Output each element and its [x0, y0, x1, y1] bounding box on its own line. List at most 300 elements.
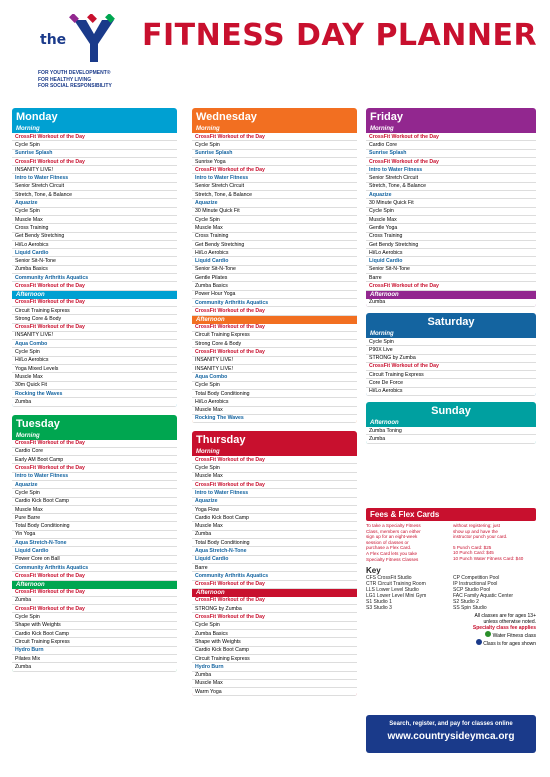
class-row [12, 547, 177, 555]
key-item: CTR Circuit Training Room [366, 581, 426, 588]
sunday-afternoon-label: Afternoon [370, 420, 399, 427]
class-row [192, 249, 357, 257]
key-item: CP Competition Pool [453, 575, 500, 582]
class-row [366, 388, 536, 396]
class-name: Liquid Cardio [15, 249, 49, 256]
class-name: Barre [369, 274, 382, 281]
class-row [12, 348, 177, 356]
wednesday-afternoon-header [192, 316, 357, 324]
class-name: Cycle Spin [195, 465, 220, 472]
header [0, 0, 550, 105]
class-name: Senior Stretch Circuit [195, 183, 245, 190]
class-name: Aquazize [15, 200, 38, 207]
class-name: Aqua Combo [15, 340, 48, 347]
class-name: CrossFit Workout of the Day [195, 597, 265, 604]
class-name: Zumba [369, 435, 386, 442]
tuesday-afternoon-header [12, 581, 177, 589]
class-name: Liquid Cardio [195, 556, 229, 563]
friday-box [366, 108, 536, 307]
wednesday-morning-header [192, 125, 357, 133]
class-name: Senior Sit-N-Tone [15, 258, 56, 265]
tuesday-afternoon-label: Afternoon [16, 581, 45, 588]
class-name: INSANITY LIVE! [195, 357, 233, 364]
class-row [12, 174, 177, 182]
class-row [12, 390, 177, 398]
saturday-rows [366, 338, 536, 396]
class-row [12, 589, 177, 597]
thursday-morning-header [192, 448, 357, 456]
fees-line: To take a Specialty Fitness [366, 523, 421, 528]
class-name: Hi/Lo Aerobics [195, 249, 229, 256]
class-name: Intro to Water Fitness [15, 175, 69, 182]
class-row [366, 379, 536, 387]
thursday-afternoon-header [192, 589, 357, 597]
class-row [366, 141, 536, 149]
class-name: Pilates Mix [15, 655, 41, 662]
class-name: Community Arthritis Aquatics [15, 274, 89, 281]
class-row [192, 481, 357, 489]
class-name: Community Arthritis Aquatics [195, 299, 269, 306]
saturday-morning-label: Morning [370, 330, 394, 337]
friday-title: Friday [370, 111, 404, 123]
class-name: Sunrise Yoga [195, 158, 226, 165]
water-icon [485, 631, 491, 637]
class-name: CrossFit Workout of the Day [369, 133, 439, 140]
class-row [192, 622, 357, 630]
class-row [192, 141, 357, 149]
class-name: Warm Yoga [195, 688, 222, 695]
key-item: S3 Studio 3 [366, 605, 392, 612]
class-row [12, 315, 177, 323]
class-row [192, 663, 357, 671]
class-row [366, 208, 536, 216]
class-row [192, 233, 357, 241]
class-row [192, 572, 357, 580]
class-row [192, 324, 357, 332]
class-name: Aquazize [369, 191, 392, 198]
class-name: Circuit Training Express [15, 307, 70, 314]
class-row [366, 274, 536, 282]
class-row [366, 150, 536, 158]
class-row [366, 355, 536, 363]
class-name: Total Body Conditioning [195, 539, 250, 546]
class-row [12, 249, 177, 257]
key-item: SS Spin Studio [453, 605, 487, 612]
key-grid [366, 575, 536, 611]
class-row [192, 340, 357, 348]
class-name: Muscle Max [195, 224, 223, 231]
class-row [366, 224, 536, 232]
class-name: Cycle Spin [369, 338, 394, 345]
class-row [12, 398, 177, 406]
class-row [192, 307, 357, 315]
key-item: LLS Lower Level Studio [366, 587, 419, 594]
class-name: Cycle Spin [195, 141, 220, 148]
class-row [12, 481, 177, 489]
class-name: Zumba [195, 531, 212, 538]
class-row [12, 448, 177, 456]
class-name: Cross Training [195, 233, 229, 240]
fees-line: session of classes or [366, 539, 409, 545]
class-row [12, 365, 177, 373]
thursday-afternoon-rows [192, 597, 357, 697]
class-row [12, 324, 177, 332]
class-name: Circuit Training Express [195, 332, 250, 339]
class-name: Rocking The Waves [195, 415, 244, 422]
thursday-morning-label: Morning [196, 449, 220, 456]
friday-morning-header [366, 125, 536, 133]
class-row [192, 216, 357, 224]
class-row [192, 539, 357, 547]
class-name: CrossFit Workout of the Day [369, 363, 439, 370]
class-name: Stretch, Tone, & Balance [15, 191, 73, 198]
class-name: Hi/Lo Aerobics [369, 388, 403, 395]
class-name: Sunrise Splash [15, 150, 53, 157]
class-name: Muscle Max [15, 506, 43, 513]
class-row [12, 133, 177, 141]
class-row [12, 332, 177, 340]
class-row [366, 427, 536, 435]
wednesday-afternoon-label: Afternoon [196, 316, 225, 323]
class-row [192, 150, 357, 158]
class-name: Senior Sit-N-Tone [369, 266, 410, 273]
class-name: Gentle Pilates [195, 274, 228, 281]
class-name: Cycle Spin [195, 382, 220, 389]
fees-line: without registering; just [453, 523, 500, 528]
class-name: Power Core on Ball [15, 556, 60, 563]
class-name: Aqua Combo [195, 373, 228, 380]
class-row [12, 141, 177, 149]
class-name: CrossFit Workout of the Day [15, 589, 85, 596]
class-name: Zumba [195, 672, 212, 679]
class-name: Yoga Mixed Levels [15, 365, 59, 372]
class-row [192, 348, 357, 356]
class-name: Get Bendy Stretching [15, 233, 65, 240]
class-name: Senior Sit-N-Tone [195, 266, 236, 273]
class-name: INSANITY LIVE! [15, 332, 53, 339]
class-name: Community Arthritis Aquatics [15, 564, 89, 571]
thursday-title: Thursday [196, 434, 246, 447]
class-name: Muscle Max [195, 407, 223, 414]
class-name: Muscle Max [369, 216, 397, 223]
page-title: FITNESS DAY PLANNER [142, 18, 538, 53]
key-title: Key [366, 566, 381, 576]
class-row [12, 266, 177, 274]
class-name: Sunrise Splash [369, 150, 407, 157]
class-name: Liquid Cardio [15, 548, 49, 554]
class-name: Circuit Training Express [15, 638, 70, 645]
key-note: All classes are for ages 13+ [474, 613, 536, 620]
tagline [38, 70, 112, 90]
class-name: Get Bendy Stretching [195, 241, 245, 248]
class-row [12, 506, 177, 514]
class-row [366, 233, 536, 241]
class-name: Aquazize [195, 200, 218, 207]
class-row [12, 299, 177, 307]
class-name: Total Body Conditioning [195, 390, 250, 397]
class-name: CrossFit Workout of the Day [15, 440, 85, 447]
class-name: Strong Core & Body [15, 315, 62, 322]
class-name: CrossFit Workout of the Day [15, 605, 85, 612]
tuesday-afternoon-rows [12, 589, 177, 672]
class-row [12, 233, 177, 241]
class-name: Rocking the Waves [15, 390, 63, 397]
class-row [12, 613, 177, 621]
class-name: Cardio Core [369, 141, 397, 148]
class-row [12, 382, 177, 390]
class-row [192, 398, 357, 406]
class-row [192, 241, 357, 249]
key-item: S2 Studio 2 [453, 599, 479, 606]
class-row [12, 199, 177, 207]
class-row [192, 564, 357, 572]
class-row [192, 224, 357, 232]
class-row [192, 332, 357, 340]
class-row [192, 158, 357, 166]
saturday-title: Saturday [427, 315, 475, 328]
class-row [366, 199, 536, 207]
class-row [192, 183, 357, 191]
class-row [366, 133, 536, 141]
class-row [366, 249, 536, 257]
fees-line: purchase a Flex Card. [366, 545, 412, 551]
svg-text:the: the [40, 32, 67, 48]
wednesday-morning-label: Morning [196, 126, 220, 132]
class-name: Senior Stretch Circuit [15, 183, 65, 190]
class-row [12, 464, 177, 472]
monday-afternoon-label: Afternoon [16, 291, 45, 298]
class-name: Sunrise Splash [195, 150, 233, 157]
class-name: Cross Training [15, 224, 49, 231]
class-name: Shape with Weights [15, 622, 61, 629]
class-row [366, 257, 536, 265]
tuesday-box [12, 415, 177, 672]
water-label: Water Fitness class [492, 633, 536, 640]
class-name: Hi/Lo Aerobics [15, 357, 49, 364]
footer-url[interactable]: www.countrysideymca.org [387, 731, 515, 742]
class-name: Circuit Training Express [369, 371, 424, 378]
tagline-3: FOR SOCIAL RESPONSIBILITY [38, 83, 112, 89]
class-row [12, 241, 177, 249]
class-name: STRONG by Zumba [369, 355, 416, 362]
class-row [12, 357, 177, 365]
wednesday-morning-rows [192, 133, 357, 316]
class-name: CrossFit Workout of the Day [369, 282, 439, 289]
class-row [366, 338, 536, 346]
class-row [12, 655, 177, 663]
class-row [192, 498, 357, 506]
monday-afternoon-header [12, 291, 177, 299]
class-row [12, 539, 177, 547]
fees-line: show up and have the [453, 528, 498, 534]
key-item: LG1 Lower Level Mini Gym [366, 593, 427, 600]
thursday-afternoon-label: Afternoon [196, 589, 225, 596]
class-row [366, 174, 536, 182]
class-name: Aquazize [195, 498, 218, 505]
class-row [12, 522, 177, 530]
class-name: CrossFit Workout of the Day [195, 614, 265, 621]
class-row [12, 647, 177, 655]
class-row [192, 456, 357, 464]
class-name: Hydro Burn [15, 647, 44, 654]
class-row [192, 647, 357, 655]
key-item: SCP Studio Pool [453, 587, 491, 594]
class-name: Intro to Water Fitness [15, 473, 69, 480]
class-row [12, 224, 177, 232]
class-name: Liquid Cardio [369, 258, 403, 265]
class-name: CrossFit Workout of the Day [15, 324, 85, 331]
class-name: CrossFit Workout of the Day [195, 581, 265, 588]
tuesday-morning-rows [12, 440, 177, 581]
class-name: 30 Minute Quick Fit [369, 200, 414, 207]
class-name: Aqua Stretch-N-Tone [195, 548, 247, 554]
fees-line: Class, members can either [366, 528, 421, 534]
sunday-afternoon-header [366, 419, 536, 427]
class-row [192, 597, 357, 605]
fees-left [366, 523, 449, 562]
class-row [192, 174, 357, 182]
class-row [12, 340, 177, 348]
class-name: CrossFit Workout of the Day [15, 158, 85, 165]
class-name: Cardio Kick Boot Camp [195, 514, 249, 521]
age-label: Class is for ages shown [483, 641, 536, 648]
class-row [192, 365, 357, 373]
class-name: Liquid Cardio [195, 258, 229, 265]
class-name: CrossFit Workout of the Day [195, 166, 265, 173]
class-row [192, 208, 357, 216]
class-row [192, 556, 357, 564]
age-icon [476, 639, 482, 645]
friday-afternoon-header [366, 291, 536, 299]
class-name: Shape with Weights [195, 638, 241, 645]
class-row [12, 307, 177, 315]
class-row [192, 613, 357, 621]
class-row [192, 514, 357, 522]
class-name: Power Hour Yoga [195, 291, 236, 298]
class-row [366, 216, 536, 224]
class-name: Community Arthritis Aquatics [195, 572, 269, 579]
class-row [12, 456, 177, 464]
class-name: CrossFit Workout of the Day [15, 572, 85, 579]
class-name: CrossFit Workout of the Day [195, 133, 265, 140]
class-name: Hydro Burn [195, 663, 224, 670]
class-name: Cycle Spin [369, 208, 394, 215]
class-row [192, 373, 357, 381]
thursday-box [192, 431, 357, 696]
class-name: Cycle Spin [15, 141, 40, 148]
class-name: Cross Training [369, 233, 403, 240]
class-name: Zumba Basics [195, 282, 228, 289]
class-row [366, 266, 536, 274]
class-name: Gentle Yoga [369, 224, 398, 231]
class-name: Zumba [15, 597, 32, 604]
class-name: Aqua Stretch-N-Tone [15, 539, 67, 546]
fees-title: Fees & Flex Cards [366, 508, 536, 521]
friday-afternoon-label: Afternoon [370, 291, 399, 298]
class-name: Cardio Kick Boot Camp [15, 498, 69, 505]
class-row [366, 241, 536, 249]
class-name: Muscle Max [15, 216, 43, 223]
age-legend [366, 639, 536, 647]
key-item: IP Instructional Pool [453, 581, 498, 588]
class-name: INSANITY LIVE! [195, 365, 233, 372]
class-row [192, 357, 357, 365]
class-name: Muscle Max [195, 523, 223, 530]
class-name: CrossFit Workout of the Day [15, 282, 85, 289]
class-row [192, 630, 357, 638]
class-name: Yin Yoga [15, 531, 36, 538]
class-name: CrossFit Workout of the Day [195, 481, 265, 488]
thursday-morning-rows [192, 456, 357, 589]
class-row [12, 257, 177, 265]
fees-right [453, 523, 536, 562]
fees-body [366, 521, 536, 564]
class-row [192, 257, 357, 265]
class-name: Zumba Basics [195, 630, 228, 637]
class-row [12, 564, 177, 572]
sunday-box [366, 402, 536, 444]
key-note: Specialty class fee applies [472, 625, 536, 632]
class-name: Cardio Kick Boot Camp [15, 630, 69, 637]
class-row [192, 522, 357, 530]
class-row [192, 291, 357, 299]
class-row [366, 158, 536, 166]
class-name: Intro to Water Fitness [195, 489, 249, 496]
class-row [12, 274, 177, 282]
class-name: CrossFit Workout of the Day [195, 324, 265, 331]
class-name: Stretch, Tone, & Balance [195, 191, 253, 198]
class-name: Core De Force [369, 380, 404, 387]
class-row [192, 274, 357, 282]
fees-line: sign up for an eight-week [366, 534, 418, 540]
class-name: Zumba Toning [369, 427, 402, 434]
wednesday-box [192, 108, 357, 423]
class-row [12, 531, 177, 539]
key-notes [366, 613, 536, 647]
class-name: Zumba Basics [15, 266, 48, 273]
class-row [192, 655, 357, 663]
tagline-2: FOR HEALTHY LIVING [38, 76, 92, 83]
fees-line: instructor punch your card. [453, 534, 508, 540]
friday-morning-label: Morning [370, 126, 394, 132]
sunday-rows [366, 427, 536, 444]
class-row [12, 572, 177, 580]
key-item: FAC Family Aquatic Center [453, 593, 514, 600]
class-name: P90X Live [369, 346, 393, 353]
class-row [192, 166, 357, 174]
friday-afternoon-rows [366, 299, 536, 307]
class-row [12, 166, 177, 174]
class-name: Intro to Water Fitness [195, 175, 249, 182]
class-name: 30 Minute Quick Fit [195, 208, 240, 215]
class-name: Muscle Max [15, 373, 43, 380]
class-row [192, 672, 357, 680]
class-name: Stretch, Tone, & Balance [369, 183, 427, 190]
class-row [366, 346, 536, 354]
class-name: Hi/Lo Aerobics [195, 398, 229, 405]
class-name: INSANITY LIVE! [15, 166, 53, 173]
class-name: Cardio Kick Boot Camp [195, 647, 249, 654]
class-row [192, 415, 357, 423]
column-1 [12, 108, 177, 675]
class-name: Hi/Lo Aerobics [15, 241, 49, 248]
class-name: Yoga Flow [195, 506, 220, 513]
monday-afternoon-rows [12, 299, 177, 407]
class-row [12, 216, 177, 224]
class-row [12, 158, 177, 166]
class-row [192, 680, 357, 688]
class-row [192, 266, 357, 274]
